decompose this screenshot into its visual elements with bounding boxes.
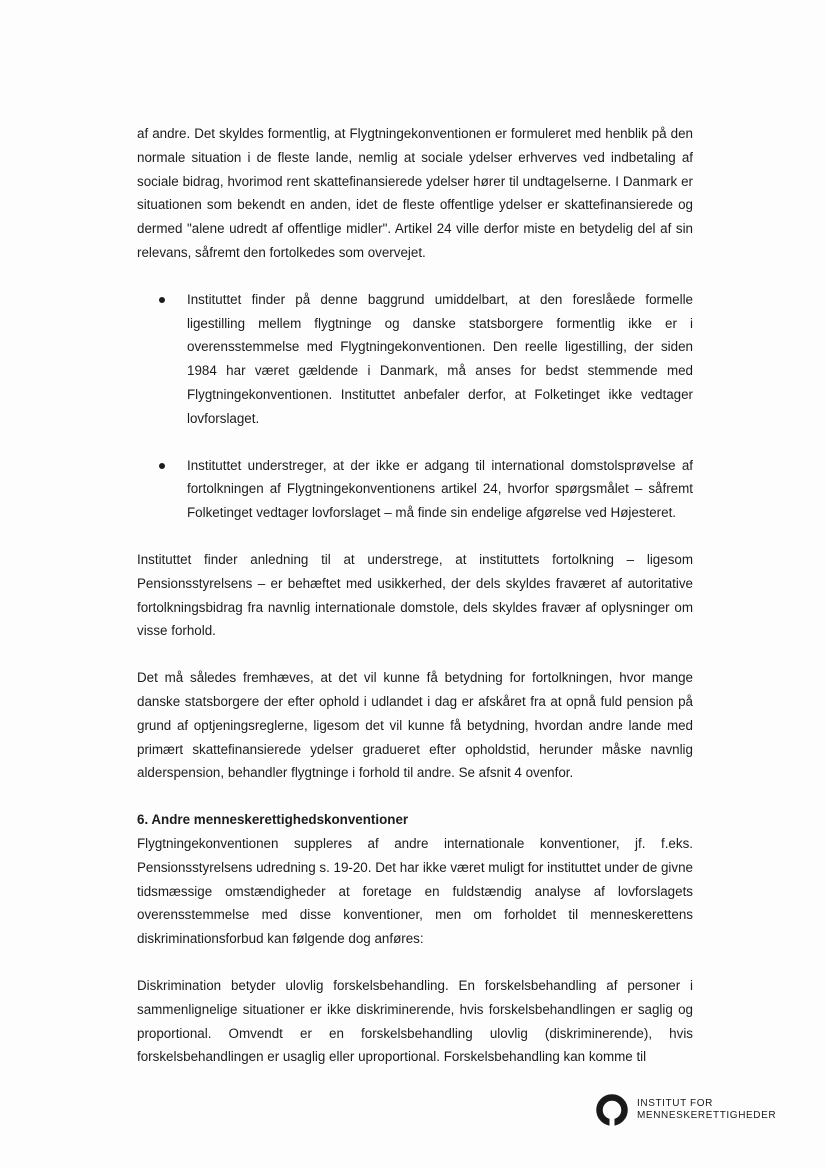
paragraph-discrimination: Diskrimination betyder ulovlig forskelsbehandling. En forskelsbehandling af personer i sammenlignelige situationer er ikke diskriminerende, hvis forskelsbehandlingen er saglig og proportional. Omvendt er en forskelsbehandling ulovlig (diskriminerende), hvis forskelsbehandlingen er usaglig eller uproportional. Forskelsbehandling kan komme til [137, 977, 693, 1065]
bullet-item [137, 288, 693, 431]
logo-ring-icon [595, 1093, 629, 1127]
logo-line-1: INSTITUT FOR [637, 1098, 713, 1109]
paragraph-intro: af andre. Det skyldes formentlig, at Flygtningekonventionen er formuleret med henblik på den normale situation i de fleste lande, nemlig at sociale ydelser erhverves ved indbetaling af sociale bidrag, hvorimod rent skattefinansierede ydelser hører til undtagelserne. I Danmark er situationen som bekendt en anden, idet de fleste offentlige ydelser er skattefinansierede og dermed "alene udredt af offentlige midler". Artikel 24 ville derfor miste en betydelig del af sin relevans, såfremt den fortolkedes som overvejet. [137, 126, 693, 260]
logo-text [637, 1098, 776, 1122]
bullet-icon [159, 297, 165, 303]
paragraph-emphasis: Det må således fremhæves, at det vil kunne få betydning for fortolkningen, hvor mange danske statsborgere der efter ophold i udlandet i dag er afskåret fra at opnå fuld pension på grund af optjeningsreglerne, ligesom det vil kunne få betydning, hvordan andre lande med primært skattefinansierede ydelser gradueret efter opholdstid, herunder måske navnlig alderspension, behandler flygtninge i forhold til andre. Se afsnit 4 ovenfor. [137, 670, 693, 781]
document-body [137, 122, 693, 1069]
logo-line-2: MENNESKERETTIGHEDER [637, 1110, 777, 1121]
section-heading: 6. Andre menneskerettighedskonventioner [137, 812, 409, 828]
bullet-text: Instituttet understreger, at der ikke er adgang til international domstolsprøvelse af fortolkningen af Flygtningekonventionens artikel 24, hvorfor spørgsmålet – såfremt Folketinget vedtager lovforslaget – må finde sin endelige afgørelse ved Højesteret. [187, 457, 693, 521]
bullet-list [137, 288, 693, 525]
bullet-icon [159, 463, 165, 469]
paragraph-uncertainty: Instituttet finder anledning til at understrege, at instituttets fortolkning – ligesom Pensionsstyrelsens – er behæftet med usikkerhed, der dels skyldes fraværet af autoritative fortolkningsbidrag fra navnlig internationale domstole, dels skyldes fravær af oplysninger om visse forhold. [137, 551, 693, 639]
paragraph-conventions: Flygtningekonventionen suppleres af andre internationale konventioner, jf. f.eks. Pensionsstyrelsens udredning s. 19-20. Det har ikke været muligt for instituttet under de givne tidsmæssige omstændigheder at foretage en fuldstændig analyse af lovforslagets overensstemmelse med disse konventioner, men om forholdet til menneskerettens diskriminationsforbud kan følgende dog anføres: [137, 835, 693, 947]
institute-logo [595, 1093, 776, 1127]
bullet-text: Instituttet finder på denne baggrund umiddelbart, at den foreslåede formelle ligestilling mellem flygtninge og danske statsborgere formentlig ikke er i overensstemmelse med Flygtningekonventionen. Den reelle ligestilling, der siden 1984 har været gældende i Danmark, må anses for bedst stemmende med Flygtningekonventionen. Instituttet anbefaler derfor, at Folketinget ikke vedtager lovforslaget. [187, 291, 693, 426]
bullet-item [137, 454, 693, 525]
